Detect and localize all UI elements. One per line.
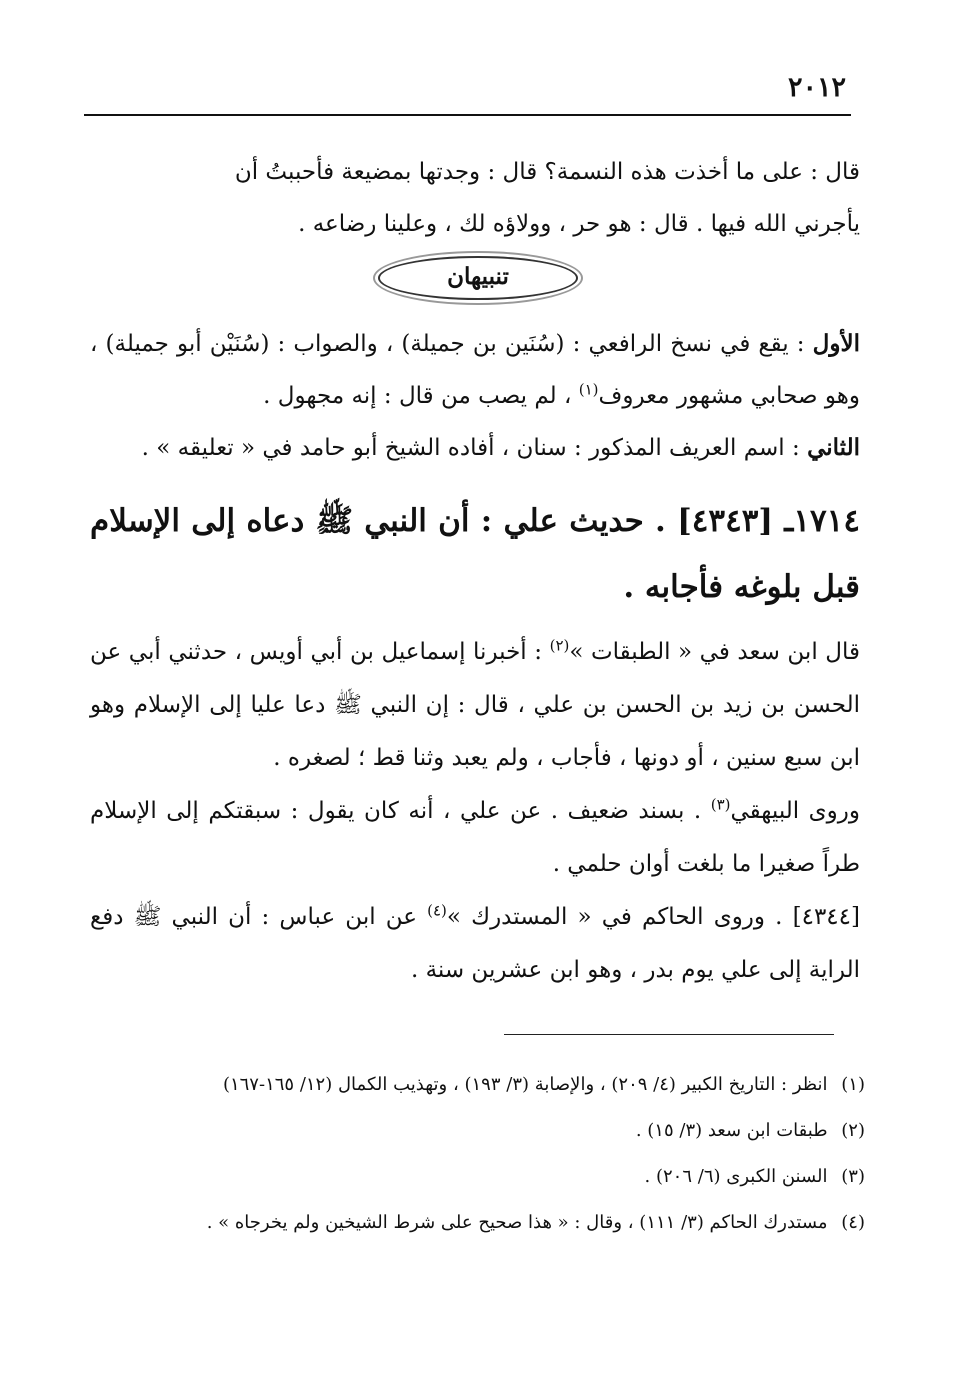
footnote-ref-1: (١): [578, 380, 599, 399]
footnote-separator: [504, 1034, 834, 1035]
footnote-ref-2: (٢): [549, 636, 570, 655]
p2-text-b: . بسند ضعيف . عن علي ، أنه كان يقول : سبقتكم إلى الإسلام طراً صغيرا ما بلغت أوان حلمي .: [90, 798, 860, 877]
p3-text-a: [٤٣٤٤] . وروى الحاكم في « المستدرك »: [446, 904, 860, 930]
footnote-2: [80, 1108, 865, 1154]
footnote-1: [80, 1062, 865, 1108]
notes-paragraph: [90, 318, 860, 474]
footnote-number: (٤): [841, 1212, 865, 1233]
note-first-text-a: : يقع في نسخ الرافعي : (سُنَين بن جميلة) ، والصواب : (سُنَيْن أبو جميلة) ، وهو صحابي مشهور معروف: [90, 331, 860, 409]
main-paragraph-1: [90, 626, 860, 785]
p2-text-a: وروى البيهقي: [730, 798, 861, 824]
footnote-text: السنن الكبرى (٦/ ٢٠٦) .: [644, 1166, 828, 1187]
p1-text-a: قال ابن سعد في « الطبقات »: [569, 639, 860, 665]
footnote-ref-3: (٣): [710, 795, 731, 814]
note-first-text-b: ، لم يصب من قال : إنه مجهول .: [263, 383, 572, 409]
hadith-title: ١٧١٤ـ [٤٣٤٣] . حديث علي : أن النبي ﷺ دعاه إلى الإسلام قبل بلوغه فأجابه .: [90, 503, 860, 605]
note-second: [90, 422, 860, 474]
footnote-number: (٣): [841, 1166, 865, 1187]
main-paragraph-3: [90, 891, 860, 997]
footnote-number: (٢): [841, 1120, 865, 1141]
note-second-label: الثاني: [807, 434, 860, 461]
footnote-number: (١): [841, 1074, 865, 1095]
section-heading: تنبيهان: [378, 256, 578, 300]
p1-text-b: : أخبرنا إسماعيل بن أبي أويس ، حدثني أبي عن الحسن بن زيد بن الحسن بن علي ، قال : إن النبي ﷺ دعا عليا إلى الإسلام وهو ابن سبع سنين ، أو دونها ، فأجاب ، ولم يعبد وثنا قط ؛ لصغره .: [90, 639, 860, 771]
page-number: ٢٠١٢: [787, 72, 846, 103]
footnotes: [80, 1062, 865, 1246]
intro-line-2: يأجرني الله فيها . قال : هو حر ، وولاؤه لك ، وعلينا رضاعه .: [298, 211, 860, 237]
footnote-4: [80, 1200, 865, 1246]
footnote-text: مستدرك الحاكم (٣/ ١١١) ، وقال : « هذا صحيح على شرط الشيخين ولم يخرجاه » .: [206, 1212, 828, 1233]
footnote-3: [80, 1154, 865, 1200]
footnote-ref-4: (٤): [427, 901, 447, 920]
footnote-text: انظر : التاريخ الكبير (٤/ ٢٠٩) ، والإصابة (٣/ ١٩٣) ، وتهذيب الكمال (١٢/ ١٦٥-١٦٧): [222, 1074, 828, 1095]
note-second-text: : اسم العريف المذكور : سنان ، أفاده الشيخ أبو حامد في « تعليقه » .: [141, 435, 800, 461]
intro-paragraph: [90, 146, 860, 250]
intro-line-1: قال : على ما أخذت هذه النسمة؟ قال : وجدتها بمضيعة فأحببتُ أن: [234, 159, 860, 185]
p3-text-b: عن ابن عباس : أن النبي ﷺ دفع الراية إلى علي يوم بدر ، وهو ابن عشرين سنة .: [90, 904, 860, 983]
footnote-text: طبقات ابن سعد (٣/ ١٥) .: [635, 1120, 828, 1141]
header-rule: [84, 114, 851, 116]
main-paragraph-2: [90, 785, 860, 891]
note-first-label: الأول: [812, 330, 860, 357]
main-text: [90, 626, 860, 997]
note-first: [90, 318, 860, 422]
